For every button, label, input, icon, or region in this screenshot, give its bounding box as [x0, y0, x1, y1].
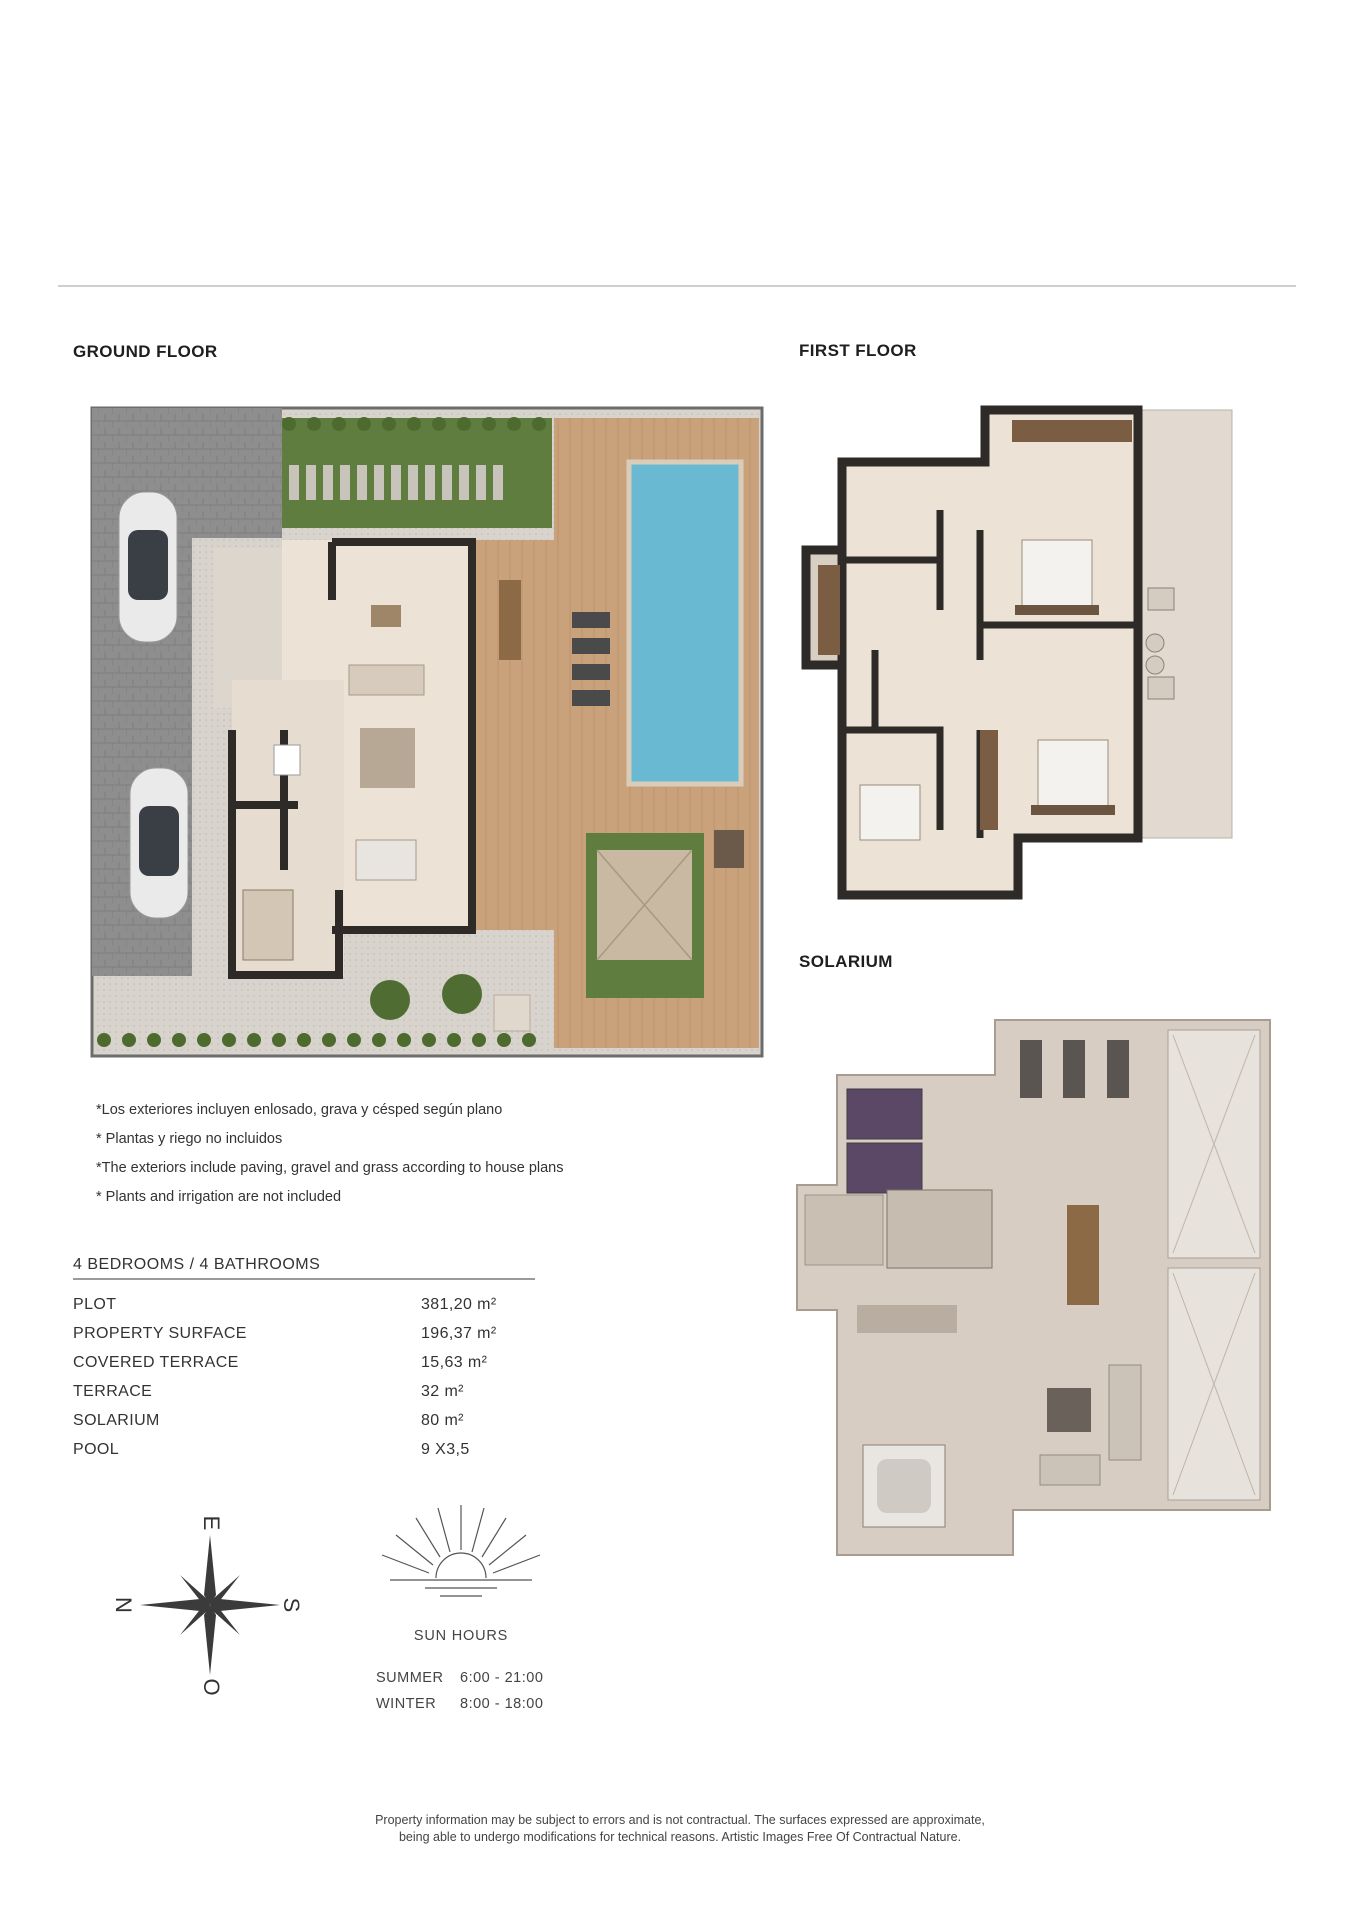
summer-label: SUMMER — [376, 1670, 444, 1686]
compass-rose-icon — [110, 1515, 304, 1696]
note-line: * Plantas y riego no incluidos — [96, 1131, 283, 1147]
winter-label: WINTER — [376, 1696, 437, 1712]
car-icon — [119, 492, 177, 642]
top-divider — [58, 285, 1296, 287]
spec-label: SOLARIUM — [73, 1411, 160, 1429]
solarium-heading: SOLARIUM — [799, 952, 893, 971]
spec-row — [73, 1406, 535, 1435]
first-floor-plan — [800, 400, 1260, 910]
skylight-panel — [1168, 1268, 1260, 1500]
solarium-plan — [795, 1015, 1275, 1565]
dining-table — [1067, 1205, 1099, 1305]
first-floor-heading: FIRST FLOOR — [799, 341, 917, 360]
bed-icon — [1015, 540, 1099, 615]
sun-schedule — [376, 1665, 543, 1717]
spec-value: 196,37 m² — [421, 1324, 497, 1342]
spec-row — [73, 1435, 535, 1464]
solar-panel — [847, 1089, 922, 1139]
note-line: *The exteriors include paving, gravel and grass according to house plans — [96, 1160, 564, 1176]
spec-label: PROPERTY SURFACE — [73, 1324, 247, 1342]
spec-label: POOL — [73, 1440, 120, 1458]
disclaimer-line: Property information may be subject to errors and is not contractual. The surfaces expressed are approximate, — [375, 1813, 985, 1827]
ground-floor-heading: GROUND FLOOR — [73, 342, 218, 361]
spec-label: PLOT — [73, 1295, 117, 1313]
spec-row — [73, 1319, 535, 1348]
disclaimer-line: being able to undergo modifications for technical reasons. Artistic Images Free Of Contractual Nature. — [398, 1830, 962, 1844]
spec-value: 381,20 m² — [421, 1295, 497, 1313]
spec-row — [73, 1348, 535, 1377]
car-icon — [130, 768, 188, 918]
spec-row — [73, 1290, 535, 1319]
tree-icon — [370, 980, 410, 1020]
disclaimer — [270, 1812, 1090, 1846]
sun-hours-title: SUN HOURS — [413, 1628, 509, 1644]
spec-label: TERRACE — [73, 1382, 153, 1400]
spec-value: 32 m² — [421, 1382, 464, 1400]
property-specs — [73, 1256, 535, 1464]
solar-panel — [847, 1143, 922, 1193]
terrace — [1138, 410, 1232, 838]
sun-icon — [370, 1500, 552, 1610]
bed-icon — [1031, 740, 1115, 815]
exterior-notes — [96, 1096, 564, 1212]
compass-south: S — [279, 1597, 304, 1613]
specs-title: 4 BEDROOMS / 4 BATHROOMS — [73, 1256, 535, 1280]
tree-icon — [442, 974, 482, 1014]
skylight-panel — [1168, 1030, 1260, 1258]
spec-value: 9 X3,5 — [421, 1440, 470, 1458]
compass-east: E — [199, 1515, 224, 1531]
spec-value: 80 m² — [421, 1411, 464, 1429]
note-line: *Los exteriores incluyen enlosado, grava y césped según plano — [96, 1102, 503, 1118]
spec-row — [73, 1377, 535, 1406]
compass-north: N — [111, 1597, 136, 1613]
ground-floor-plan — [84, 400, 769, 1060]
winter-hours: 8:00 - 18:00 — [460, 1696, 544, 1712]
pool — [629, 462, 741, 784]
note-line: * Plants and irrigation are not included — [96, 1189, 342, 1205]
compass-west: O — [199, 1678, 224, 1696]
spec-label: COVERED TERRACE — [73, 1353, 239, 1371]
bed-icon — [860, 785, 920, 840]
spec-value: 15,63 m² — [421, 1353, 488, 1371]
summer-hours: 6:00 - 21:00 — [460, 1670, 544, 1686]
